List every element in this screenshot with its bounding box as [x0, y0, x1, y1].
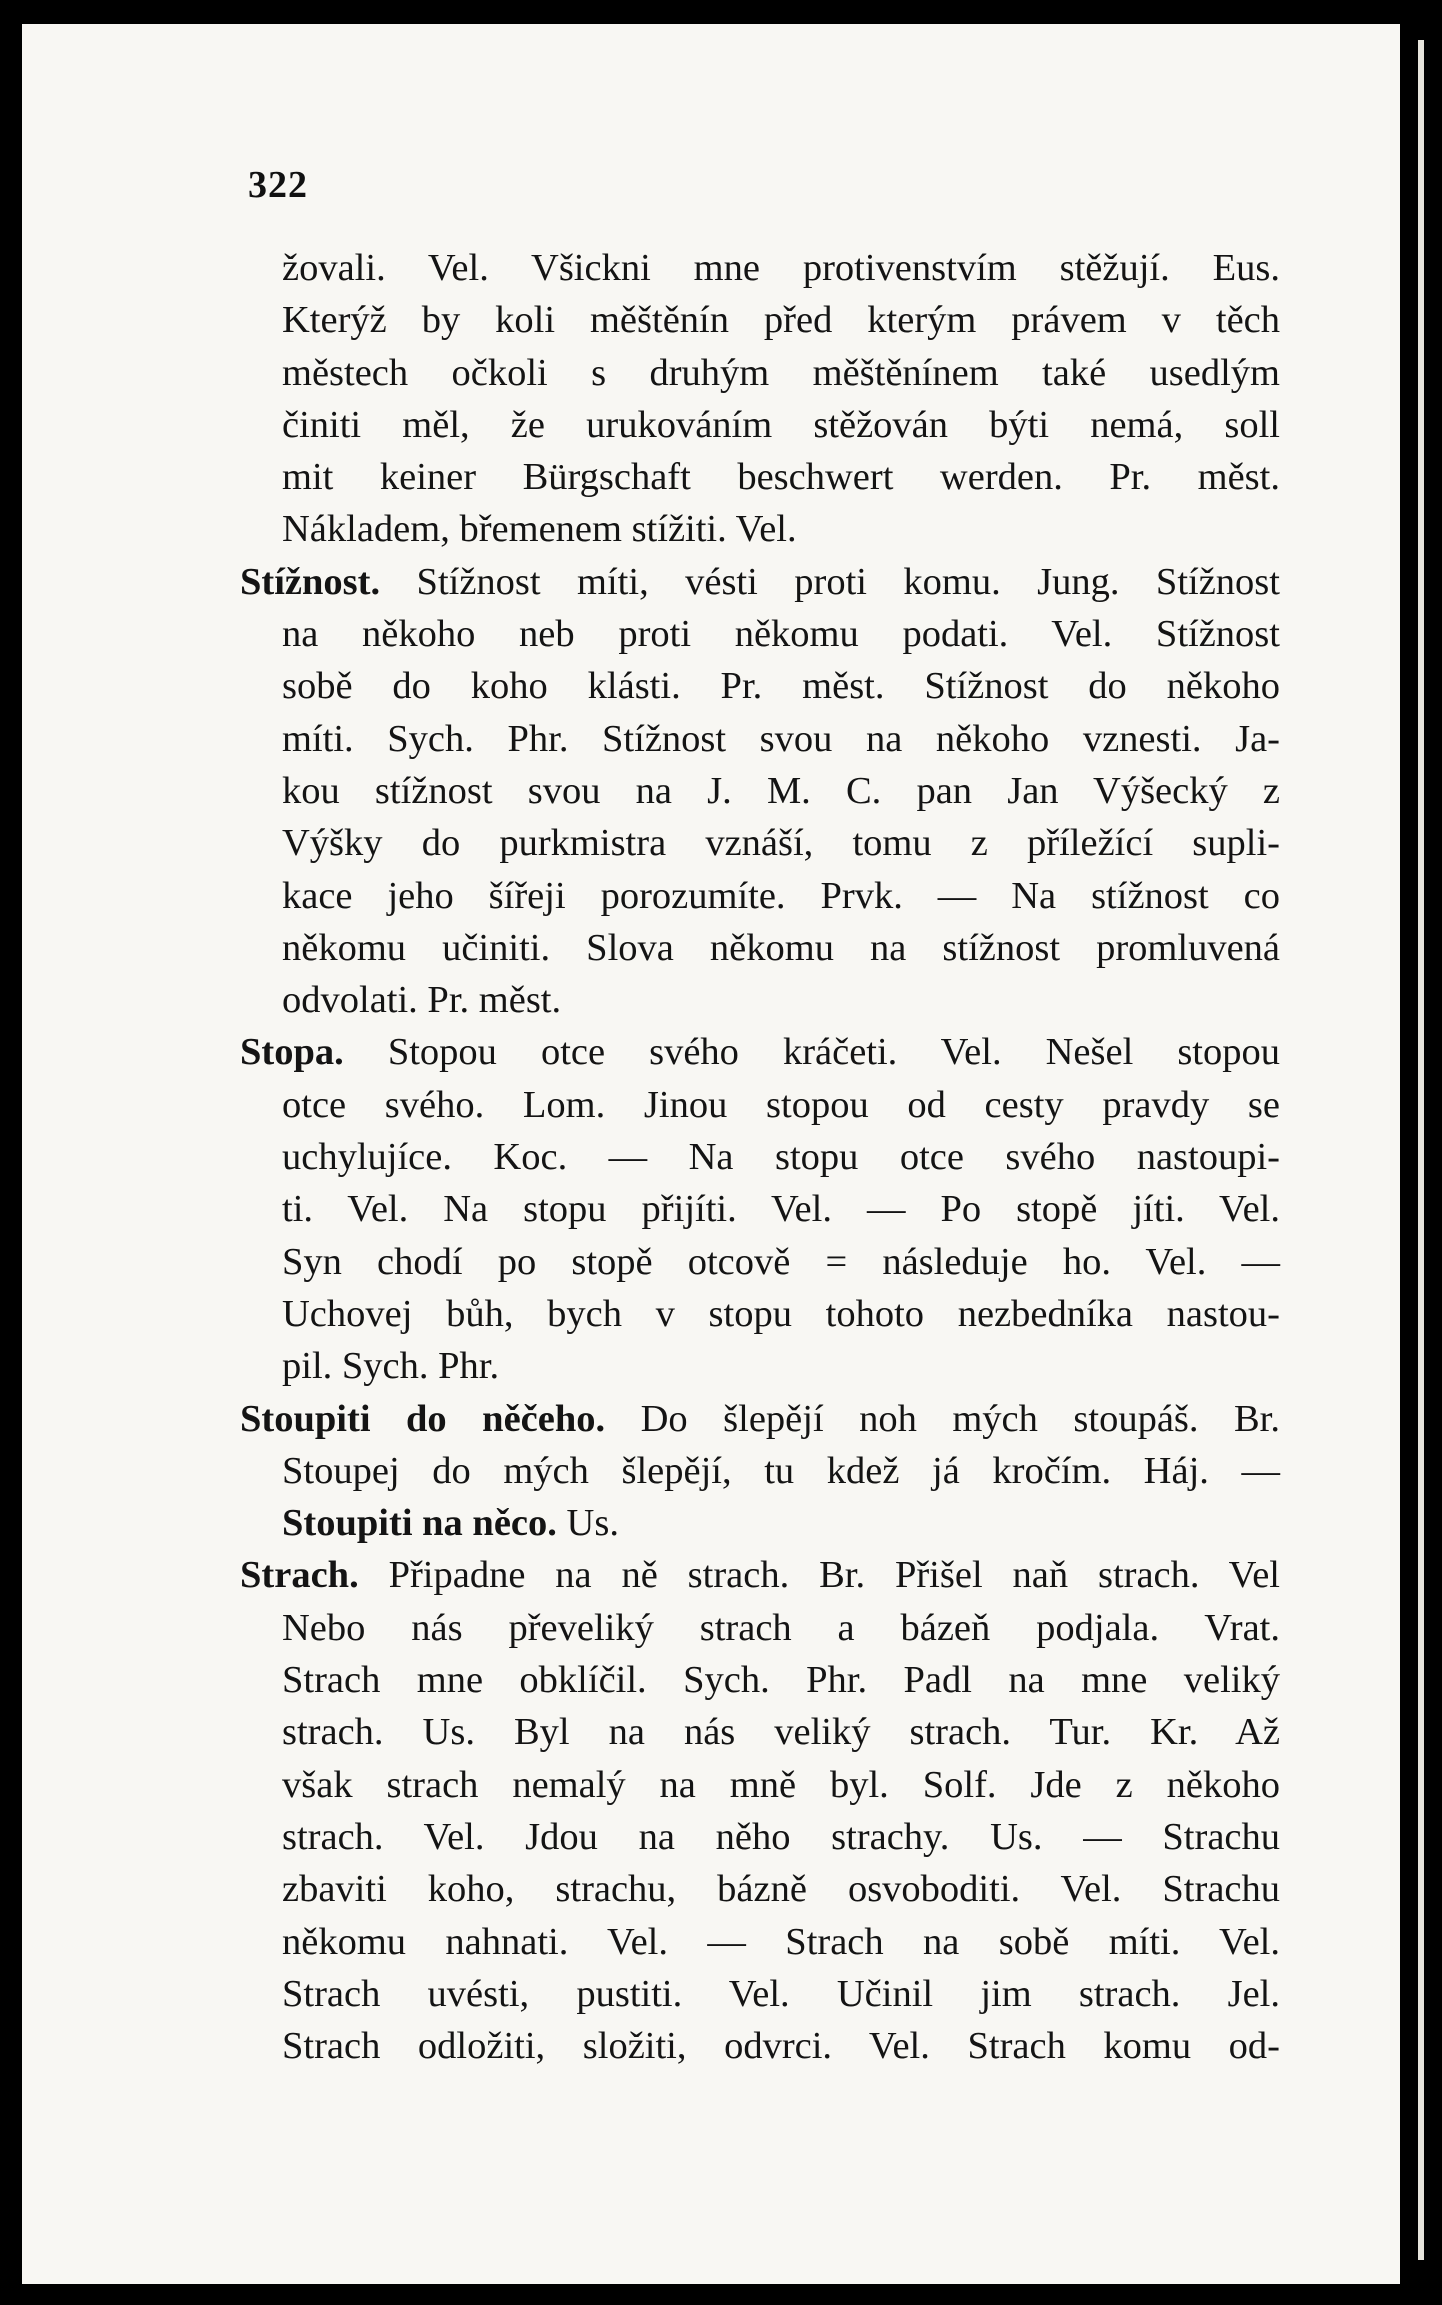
line-text: Připadne na ně strach. Br. Přišel naň strach. Vel	[358, 1554, 1280, 1597]
entry-text-line	[240, 713, 1280, 765]
line-text: Výšky do purkmistra vznáší, tomu z příležící supli-	[282, 822, 1280, 865]
line-text: někomu učiniti. Slova někomu na stížnost promluvená	[282, 926, 1280, 969]
entry-text-line	[240, 242, 1280, 294]
line-text: Do šlepějí noh mých stoupáš. Br.	[605, 1397, 1280, 1440]
entry-text-line	[240, 974, 1280, 1026]
entry-text-line	[240, 1288, 1280, 1340]
entry-text-line	[240, 817, 1280, 869]
entry-text-line	[240, 1131, 1280, 1183]
line-text: na někoho neb proti někomu podati. Vel. Stížnost	[282, 613, 1280, 656]
line-text: Strach odložiti, složiti, odvrci. Vel. Strach komu od-	[282, 2025, 1280, 2068]
line-text: někomu nahnati. Vel. — Strach na sobě míti. Vel.	[282, 1920, 1280, 1963]
entry-text-line	[240, 660, 1280, 712]
line-text: strach. Vel. Jdou na něho strachy. Us. — Strachu	[282, 1815, 1280, 1858]
headword: Stoupiti na něco.	[282, 1502, 557, 1545]
line-text: Strach mne obklíčil. Sych. Phr. Padl na mne veliký	[282, 1659, 1280, 1702]
entry-text-line	[240, 1236, 1280, 1288]
line-text: míti. Sych. Phr. Stížnost svou na někoho vznesti. Ja-	[282, 717, 1280, 760]
entry-text-line	[240, 2020, 1280, 2072]
line-text: kou stížnost svou na J. M. C. pan Jan Výšecký z	[282, 769, 1280, 812]
entry-text-line	[240, 1497, 1280, 1549]
entry-text-line	[240, 1916, 1280, 1968]
line-text: činiti měl, že urukováním stěžován býti nemá, soll	[282, 403, 1280, 446]
entry-headword-line	[240, 1393, 1280, 1445]
line-text: ti. Vel. Na stopu přijíti. Vel. — Po stopě jíti. Vel.	[282, 1188, 1280, 1231]
entry-text-line	[240, 870, 1280, 922]
line-text: Uchovej bůh, bych v stopu tohoto nezbedníka nastou-	[282, 1292, 1280, 1335]
entry-text-line	[240, 1079, 1280, 1131]
line-text: Us.	[556, 1502, 619, 1545]
entry-text-line	[240, 1602, 1280, 1654]
line-text: sobě do koho klásti. Pr. měst. Stížnost do někoho	[282, 665, 1280, 708]
line-text: zbaviti koho, strachu, bázně osvoboditi. Vel. Strachu	[282, 1868, 1280, 1911]
line-text: Nákladem, břemenem stížiti. Vel.	[282, 508, 797, 551]
entry-text-line	[240, 1968, 1280, 2020]
line-text: mit keiner Bürgschaft beschwert werden. Pr. měst.	[282, 456, 1280, 499]
headword: Stoupiti do něčeho.	[240, 1397, 606, 1440]
line-text: Stoupej do mých šlepějí, tu kdež já kročím. Háj. —	[282, 1449, 1280, 1492]
entry-text-line	[240, 1183, 1280, 1235]
entry-headword-line	[240, 1026, 1280, 1078]
line-text: Syn chodí po stopě otcově = následuje ho. Vel. —	[282, 1240, 1280, 1283]
dictionary-text	[240, 242, 1280, 2072]
line-text: Nebo nás převeliký strach a bázeň podjala. Vrat.	[282, 1606, 1280, 1649]
line-text: pil. Sych. Phr.	[282, 1345, 500, 1388]
entry-text-line	[240, 1445, 1280, 1497]
scan-edge-strip	[1418, 40, 1424, 2260]
line-text: Stížnost míti, vésti proti komu. Jung. Stížnost	[380, 560, 1280, 603]
headword: Stopa.	[240, 1031, 344, 1074]
line-text: Kterýž by koli měštěnín před kterým právem v těch	[282, 299, 1280, 342]
line-text: Stopou otce svého kráčeti. Vel. Nešel stopou	[343, 1031, 1280, 1074]
line-text: uchylujíce. Koc. — Na stopu otce svého nastoupi-	[282, 1136, 1280, 1179]
headword: Strach.	[240, 1554, 359, 1597]
entry-text-line	[240, 1863, 1280, 1915]
entry-text-line	[240, 1654, 1280, 1706]
entry-text-line	[240, 765, 1280, 817]
line-text: městech očkoli s druhým měštěnínem také usedlým	[282, 351, 1280, 394]
entry-text-line	[240, 608, 1280, 660]
entry-text-line	[240, 1759, 1280, 1811]
entry-text-line	[240, 347, 1280, 399]
entry-text-line	[240, 1706, 1280, 1758]
entry-text-line	[240, 1811, 1280, 1863]
headword: Stížnost.	[240, 560, 381, 603]
line-text: otce svého. Lom. Jinou stopou od cesty pravdy se	[282, 1083, 1280, 1126]
entry-text-line	[240, 294, 1280, 346]
entry-text-line	[240, 922, 1280, 974]
entry-text-line	[240, 399, 1280, 451]
line-text: kace jeho šířeji porozumíte. Prvk. — Na stížnost co	[282, 874, 1280, 917]
entry-text-line	[240, 503, 1280, 555]
entry-headword-line	[240, 1549, 1280, 1601]
page-number: 322	[248, 164, 308, 206]
line-text: strach. Us. Byl na nás veliký strach. Tur. Kr. Až	[282, 1711, 1280, 1754]
line-text: žovali. Vel. Všickni mne protivenstvím stěžují. Eus.	[282, 247, 1280, 289]
entry-text-line	[240, 451, 1280, 503]
line-text: odvolati. Pr. měst.	[282, 979, 562, 1022]
entry-text-line	[240, 1340, 1280, 1392]
line-text: však strach nemalý na mně byl. Solf. Jde z někoho	[282, 1763, 1280, 1806]
entry-headword-line	[240, 556, 1280, 608]
line-text: Strach uvésti, pustiti. Vel. Učinil jim strach. Jel.	[282, 1972, 1280, 2015]
